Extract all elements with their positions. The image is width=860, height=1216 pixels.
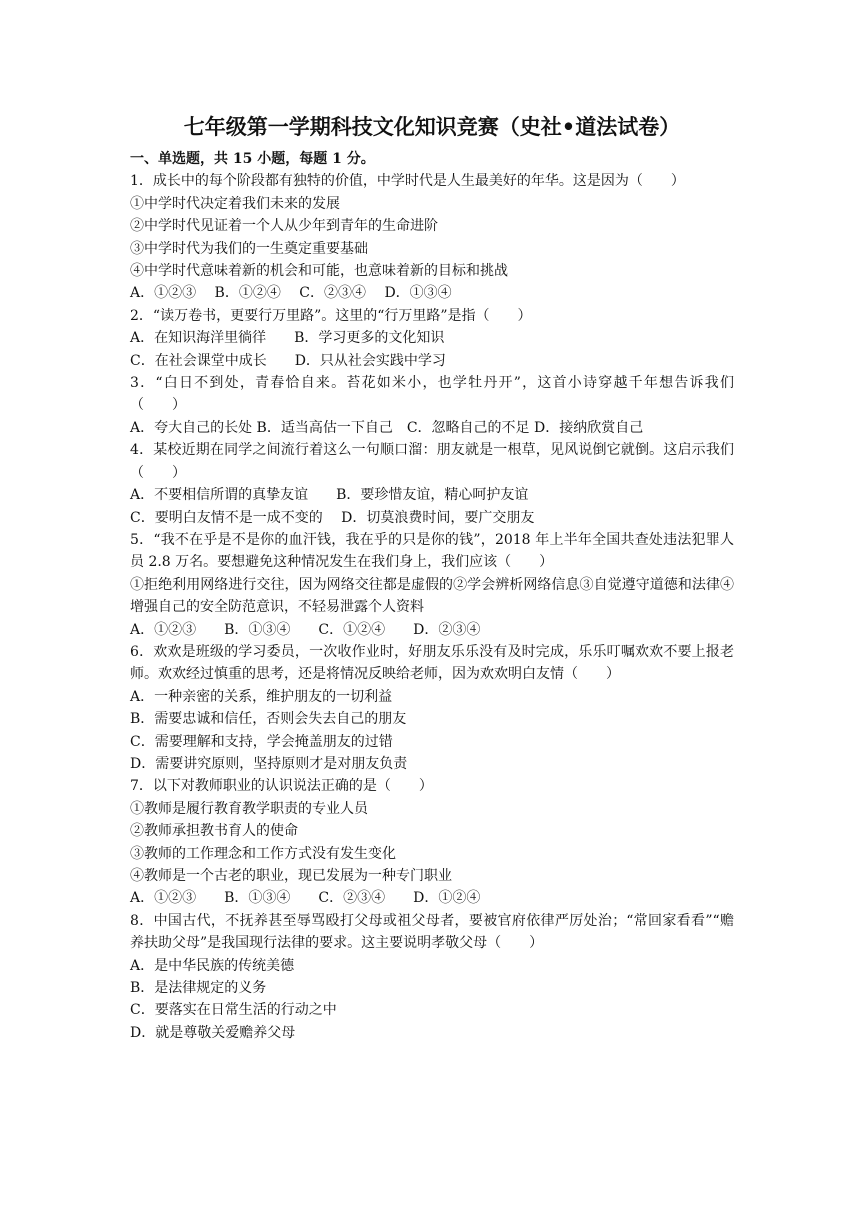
answer-options: C．在社会课堂中成长 D．只从社会实践中学习 bbox=[130, 352, 446, 369]
answer-option: B．需要忠诚和信任，否则会失去自己的朋友 bbox=[130, 711, 407, 728]
question-1 bbox=[130, 170, 734, 304]
statement-item: ③教师的工作理念和工作方式没有发生变化 bbox=[130, 845, 396, 862]
question-8 bbox=[130, 910, 734, 1044]
statement-item: ②教师承担教书育人的使命 bbox=[130, 823, 298, 840]
statement-item: ③中学时代为我们的一生奠定重要基础 bbox=[130, 240, 368, 257]
answer-option: C．要落实在日常生活的行动之中 bbox=[130, 1002, 337, 1019]
question-5 bbox=[130, 529, 734, 641]
answer-options: C．要明白友情不是一成不变的 D．切莫浪费时间，要广交朋友 bbox=[130, 509, 535, 526]
question-stem: 1．成长中的每个阶段都有独特的价值，中学时代是人生最美好的年华。这是因为（ ） bbox=[130, 173, 685, 190]
question-stem: 6．欢欢是班级的学习委员，一次收作业时，好朋友乐乐没有及时完成，乐乐叮嘱欢欢不要上报老师。欢欢经过慎重的思考，还是将情况反映给老师，因为欢欢明白友情（ ） bbox=[130, 643, 734, 683]
answer-option: D．需要讲究原则，坚持原则才是对朋友负责 bbox=[130, 755, 408, 772]
answer-option: A．一种亲密的关系，维护朋友的一切利益 bbox=[130, 688, 393, 705]
question-2 bbox=[130, 305, 734, 372]
question-stem: 8．中国古代，不抚养甚至辱骂殴打父母或祖父母者，要被官府依律严厉处治；“常回家看看”“赡养扶助父母”是我国现行法律的要求。这主要说明孝敬父母（ ） bbox=[130, 912, 734, 952]
answer-options: A．①②③ B．①③④ C．①②④ D．②③④ bbox=[130, 621, 481, 638]
question-stem: 2．“读万卷书，更要行万里路”。这里的“行万里路”是指（ ） bbox=[130, 307, 532, 324]
statement-item: ④中学时代意味着新的机会和可能，也意味着新的目标和挑战 bbox=[130, 263, 508, 280]
answer-option: A．是中华民族的传统美德 bbox=[130, 957, 295, 974]
question-stem: 4．某校近期在同学之间流行着这么一句顺口溜：朋友就是一根草，见风说倒它就倒。这启示我们（ ） bbox=[130, 442, 734, 481]
answer-option: B．是法律规定的义务 bbox=[130, 980, 267, 997]
question-3 bbox=[130, 372, 734, 439]
answer-options: A．①②③ B．①③④ C．②③④ D．①②④ bbox=[130, 890, 481, 907]
statement-item: ①拒绝利用网络进行交往，因为网络交往都是虚假的②学会辨析网络信息③自觉遵守道德和法律④增强自己的安全防范意识，不轻易泄露个人资料 bbox=[130, 576, 734, 616]
question-stem: 5．“我不在乎是不是你的血汗钱，我在乎的只是你的钱”，2018 年上半年全国共查处违法犯罪人员 2.8 万名。要想避免这种情况发生在我们身上，我们应该（ ） bbox=[130, 531, 734, 571]
exam-title: 七年级第一学期科技文化知识竞赛（史社•道法试卷） bbox=[183, 114, 681, 139]
answer-option: D．就是尊敬关爱赡养父母 bbox=[130, 1024, 296, 1041]
statement-item: ①教师是履行教育教学职责的专业人员 bbox=[130, 800, 368, 817]
question-stem: 3．“白日不到处，青春恰自来。苔花如米小，也学牡丹开”，这首小诗穿越千年想告诉我们（ ） bbox=[130, 375, 734, 414]
section-heading: 一、单选题，共 15 小题，每题 1 分。 bbox=[130, 151, 375, 167]
question-7 bbox=[130, 775, 734, 909]
statement-item: ①中学时代决定着我们未来的发展 bbox=[130, 195, 340, 212]
question-stem: 7．以下对教师职业的认识说法正确的是（ ） bbox=[130, 778, 433, 795]
answer-options: A．①②③ B．①②④ C．②③④ D．①③④ bbox=[130, 285, 452, 302]
answer-option: C．需要理解和支持，学会掩盖朋友的过错 bbox=[130, 733, 393, 750]
statement-item: ④教师是一个古老的职业，现已发展为一种专门职业 bbox=[130, 868, 452, 884]
statement-item: ②中学时代见证着一个人从少年到青年的生命进阶 bbox=[130, 218, 438, 235]
question-4 bbox=[130, 439, 734, 529]
answer-options: A．夸大自己的长处 B．适当高估一下自己 C．忽略自己的不足 D．接纳欣赏自己 bbox=[130, 419, 644, 436]
exam-page bbox=[130, 112, 734, 1044]
question-6 bbox=[130, 641, 734, 775]
answer-options: A．在知识海洋里徜徉 B．学习更多的文化知识 bbox=[130, 330, 445, 347]
answer-options: A．不要相信所谓的真挚友谊 B．要珍惜友谊，精心呵护友谊 bbox=[130, 487, 529, 504]
